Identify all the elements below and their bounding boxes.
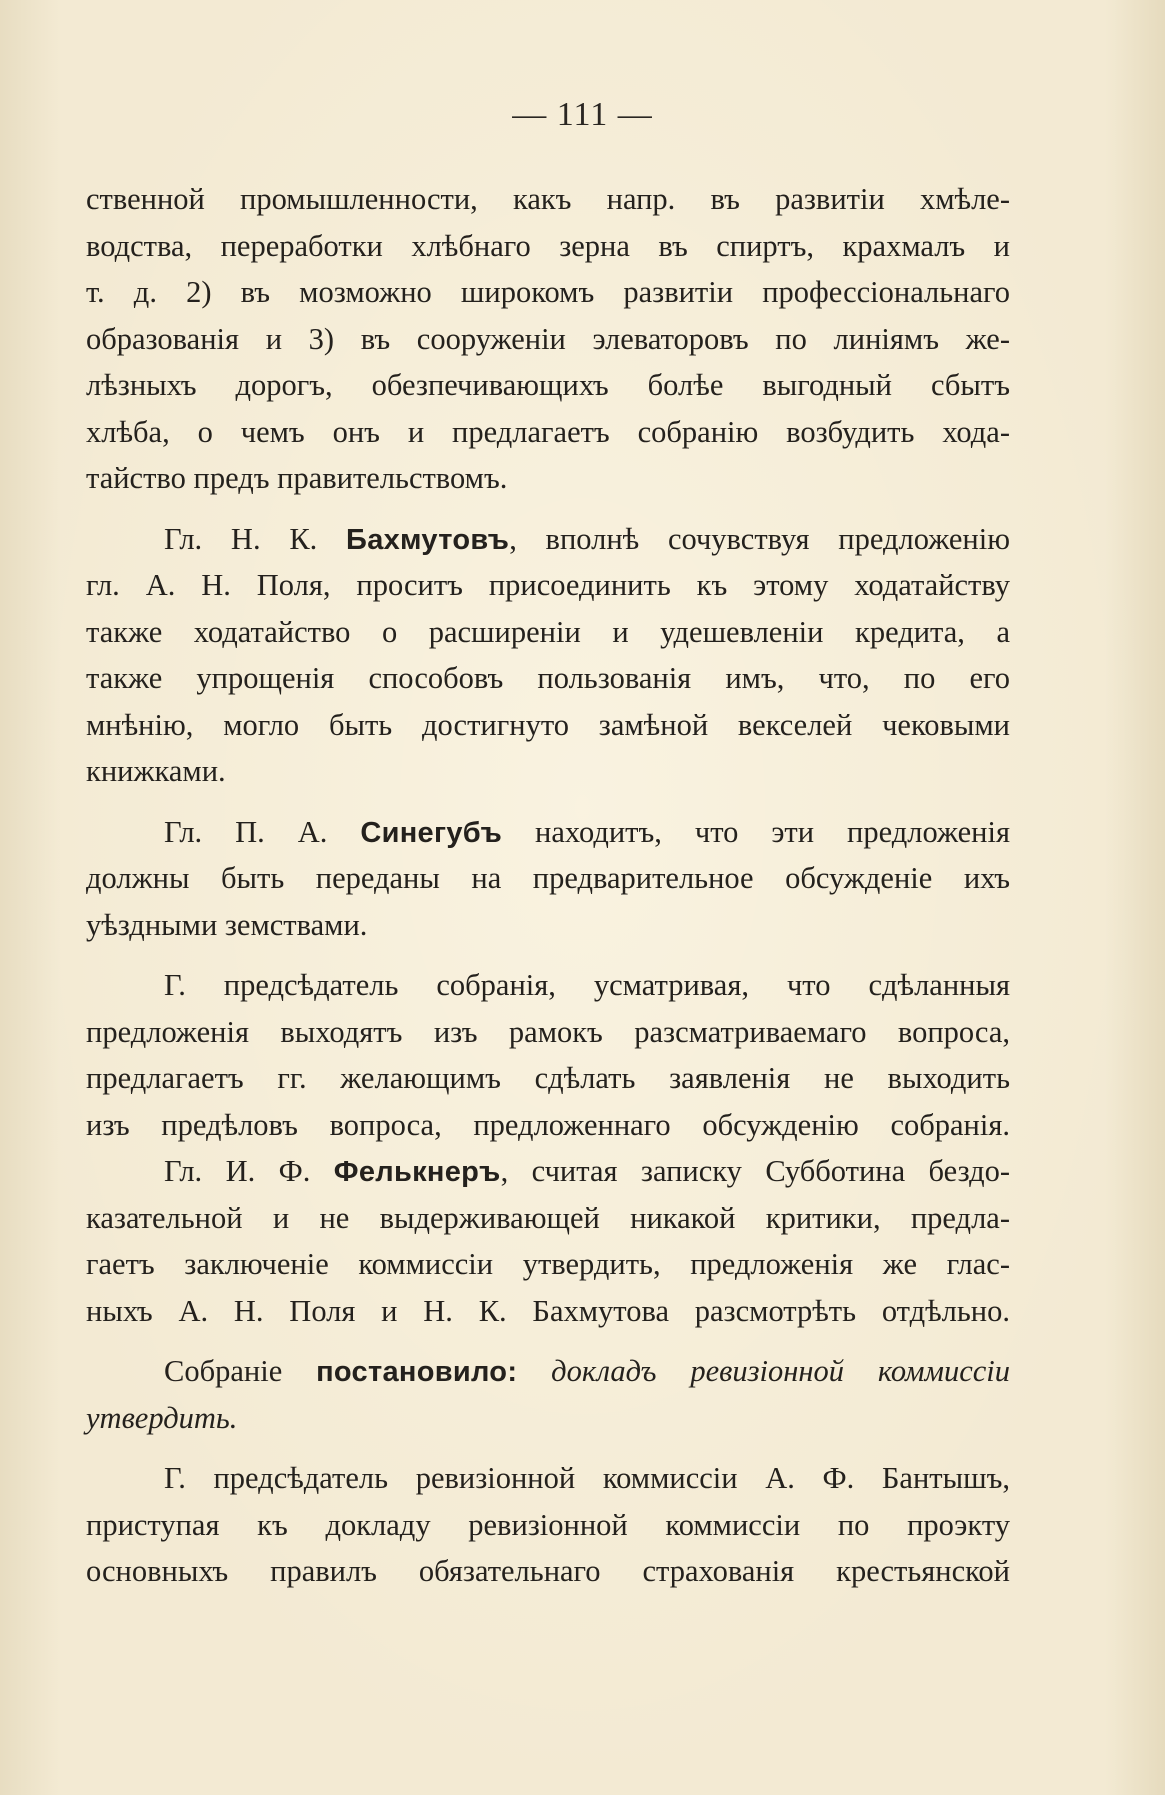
text-line: гаетъ заключеніе коммиссіи утвердить, предложенія же глас-: [86, 1247, 1010, 1281]
text-line: образованія и 3) въ сооруженіи элеваторовъ по линіямъ же-: [86, 321, 1010, 356]
speaker-title: Гл. И. Ф.: [164, 1154, 311, 1188]
speaker-title: Гл. П. А.: [164, 814, 328, 849]
body-text: [86, 176, 1010, 1595]
paragraph-felkner: [86, 1148, 1010, 1195]
text-line: ныхъ А. Н. Поля и Н. К. Бахмутова разсмотрѣть отдѣльно.: [86, 1293, 1010, 1328]
text-line: должны быть переданы на предварительное обсужденіе ихъ: [86, 861, 1010, 895]
text-line: лѣзныхъ дорогъ, обезпечивающихъ болѣе выгодный сбытъ: [86, 368, 1010, 402]
paragraph-bakhmutov: [86, 516, 1010, 563]
text-fragment: Собраніе: [164, 1354, 283, 1388]
text-line: изъ предѣловъ вопроса, предложеннаго обсужденію собранія.: [86, 1107, 1010, 1142]
resolution-text: утвердить.: [86, 1400, 238, 1435]
text-line: уѣздными земствами.: [86, 907, 368, 942]
text-line: предложенія выходятъ изъ рамокъ разсматриваемаго вопроса,: [86, 1014, 1010, 1049]
text-line: казательной и не выдерживающей никакой критики, предла-: [86, 1200, 1010, 1235]
text-line: водства, переработки хлѣбнаго зерна въ спиртъ, крахмалъ и: [86, 228, 1010, 263]
text-fragment: , вполнѣ сочувствуя предложенію: [509, 521, 1010, 556]
speaker-name: Бахмутовъ: [346, 523, 510, 556]
paragraph-chairman: Г. предсѣдатель собранія, усматривая, что сдѣланныя: [164, 968, 1010, 1002]
paragraph-sinegub: [86, 809, 1010, 856]
page-number: — 111 —: [512, 96, 653, 133]
text-line: гл. А. Н. Поля, проситъ присоединить къ этому ходатайству: [86, 568, 1010, 602]
text-line: предлагаетъ гг. желающимъ сдѣлать заявленія не выходить: [86, 1061, 1010, 1095]
text-fragment: находитъ, что эти предложенія: [535, 814, 1010, 849]
text-line: приступая къ докладу ревизіонной коммиссіи по проэкту: [86, 1507, 1010, 1542]
text-line: основныхъ правилъ обязательнаго страхованія крестьянской: [86, 1554, 1010, 1588]
resolution-text: докладъ ревизіонной коммиссіи: [551, 1354, 1010, 1388]
text-line: тайство предъ правительствомъ.: [86, 461, 508, 495]
paragraph-resolution: [86, 1348, 1010, 1395]
speaker-name: Фелькнеръ: [333, 1156, 501, 1188]
text-fragment: , считая записку Субботина бездо-: [500, 1154, 1011, 1188]
resolution-label: постановило:: [316, 1356, 518, 1388]
text-line: хлѣба, о чемъ онъ и предлагаетъ собранію возбудить хода-: [86, 414, 1010, 449]
text-line: ственной промышленности, какъ напр. въ развитіи хмѣле-: [86, 182, 1010, 216]
text-line: т. д. 2) въ мозможно широкомъ развитіи профессіональнаго: [86, 275, 1010, 309]
speaker-name: Синегубъ: [360, 816, 503, 849]
text-line: также ходатайство о расширеніи и удешевленіи кредита, а: [86, 614, 1010, 649]
text-line: также упрощенія способовъ пользованія имъ, что, по его: [86, 661, 1010, 695]
paragraph-bantysh: Г. предсѣдатель ревизіонной коммиссіи А. Ф. Бантышъ,: [164, 1461, 1010, 1495]
text-line: книжками.: [86, 754, 226, 788]
speaker-title: Гл. Н. К.: [164, 521, 318, 556]
text-line: мнѣнію, могло быть достигнуто замѣной векселей чековыми: [86, 707, 1010, 742]
